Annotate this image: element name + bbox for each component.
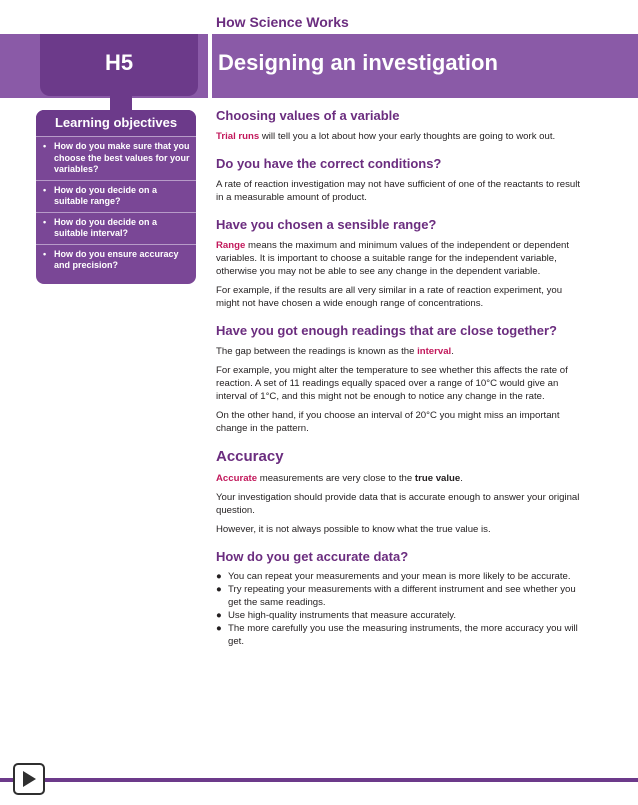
main-content <box>216 108 588 648</box>
paragraph-accuracy-3: However, it is not always possible to know what the true value is. <box>216 524 491 535</box>
paragraph-range-example: For example, if the results are all very similar in a rate of reaction experiment, you might not have chosen a wide enough range of concentrations. <box>216 285 563 309</box>
bold-term: true value <box>414 473 461 484</box>
play-icon <box>23 771 36 787</box>
accurate-data-list <box>216 570 588 648</box>
key-term: Trial runs <box>216 131 260 142</box>
paragraph-trial-runs: Trial runs will tell you a lot about how your early thoughts are going to work out. <box>216 131 556 142</box>
heading-accuracy: Accuracy <box>216 448 284 465</box>
paragraph-interval-example: For example, you might alter the temperature to see whether this affects the rate of reaction. A set of 11 readings equally spaced over a range of 10°C would give an interval of 1°C, and this might not be enough to notice any change in the rate. <box>216 365 568 402</box>
section-code: H5 <box>104 50 134 75</box>
paragraph-interval-other: On the other hand, if you choose an interval of 20°C you might miss an important change in the pattern. <box>216 410 560 434</box>
heading-conditions: Do you have the correct conditions? <box>216 156 442 171</box>
paragraph-interval: The gap between the readings is known as the interval. <box>216 346 454 357</box>
objective-item: • How do you decide on a suitable range? <box>36 180 196 212</box>
page-title: Designing an investigation <box>218 50 498 75</box>
heading-choosing-values: Choosing values of a variable <box>216 108 400 123</box>
list-item: ● Use high-quality instruments that measure accurately. <box>216 610 457 621</box>
list-item: ● The more carefully you use the measuring instruments, the more accuracy you will get. <box>216 623 578 647</box>
paragraph-conditions: A rate of reaction investigation may not have sufficient of one of the reactants to result in a measurable amount of product. <box>216 179 581 203</box>
paragraph-accuracy-2: Your investigation should provide data that is accurate enough to answer your original question. <box>216 492 580 516</box>
key-term: Accurate <box>216 473 258 484</box>
footer-rule <box>0 778 638 782</box>
paragraph-accurate: Accurate measurements are very close to the true value. <box>216 473 463 484</box>
list-item: ● You can repeat your measurements and your mean is more likely to be accurate. <box>216 571 571 582</box>
key-term: interval <box>417 346 452 357</box>
paragraph-range: Range means the maximum and minimum values of the independent or dependent variables. It is important to choose a suitable range for the independent variable, otherwise you may not be able to see any change in the dependent variable. <box>216 240 570 277</box>
tab-connector <box>110 96 132 110</box>
heading-get-accurate: How do you get accurate data? <box>216 549 409 564</box>
heading-readings: Have you got enough readings that are close together? <box>216 323 557 338</box>
play-button[interactable] <box>13 763 45 795</box>
heading-range: Have you chosen a sensible range? <box>216 217 437 232</box>
objective-item: • How do you decide on a suitable interval? <box>36 212 196 244</box>
learning-objectives-title: Learning objectives <box>36 110 196 136</box>
objective-item: • How do you make sure that you choose the best values for your variables? <box>36 136 196 180</box>
list-item: ● Try repeating your measurements with a different instrument and see whether you get the same readings. <box>216 584 576 608</box>
section-label: How Science Works <box>216 14 349 30</box>
banner-divider <box>208 34 212 98</box>
key-term: Range <box>216 240 246 251</box>
learning-objectives-box <box>36 110 196 284</box>
objective-item: • How do you ensure accuracy and precision? <box>36 244 196 276</box>
